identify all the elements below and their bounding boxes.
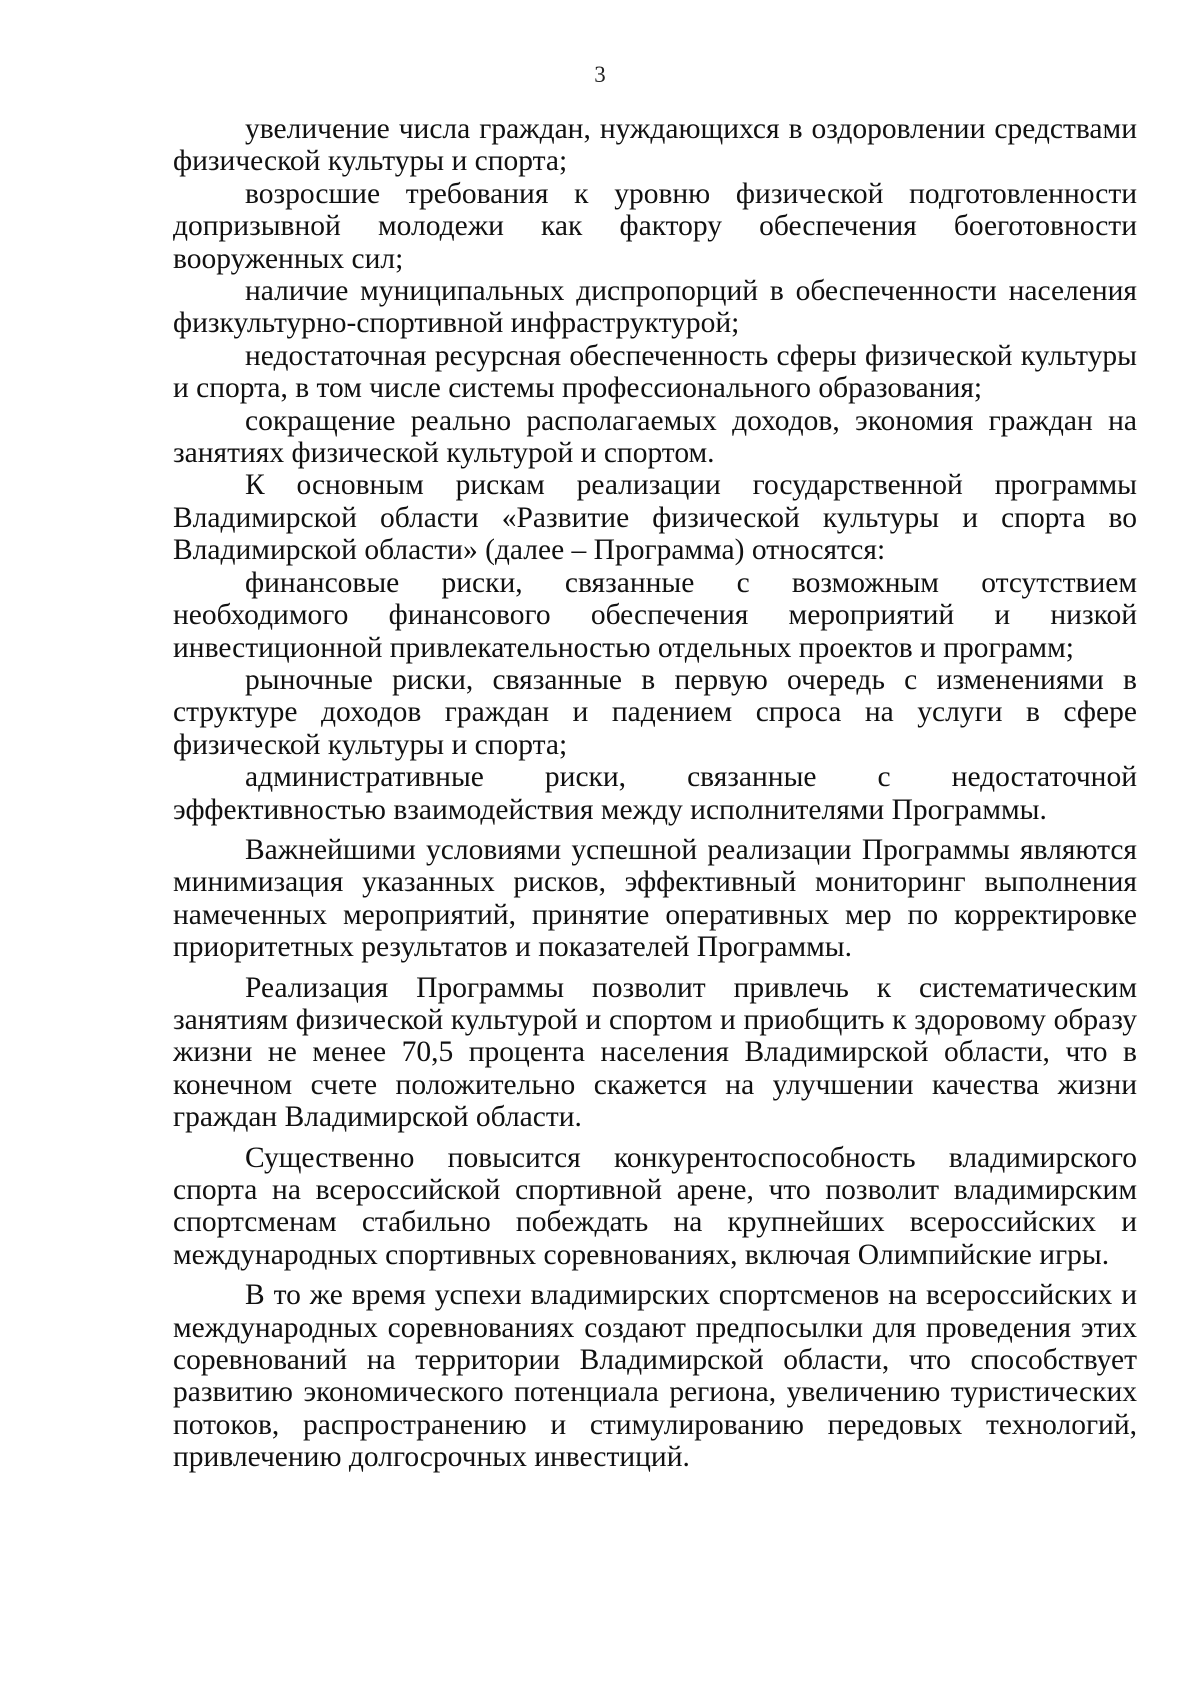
paragraph: возросшие требования к уровню физической подготовленности допризывной молодежи как фактору обеспечения боеготовности вооруженных сил; <box>173 177 1137 275</box>
paragraph: рыночные риски, связанные в первую очередь с изменениями в структуре доходов граждан и падением спроса на услуги в сфере физической культуры и спорта; <box>173 663 1137 761</box>
paragraph: наличие муниципальных диспропорций в обеспеченности населения физкультурно-спортивной инфраструктурой; <box>173 275 1137 340</box>
paragraph: Реализация Программы позволит привлечь к систематическим занятиям физической культурой и спортом и приобщить к здоровому образу жизни не менее 70,5 процента населения Владимирской области, что в конечном счете положительно скажется на улучшении качества жизни граждан Владимирской области. <box>173 971 1137 1134</box>
paragraph: увеличение числа граждан, нуждающихся в оздоровлении средствами физической культуры и спорта; <box>173 113 1137 178</box>
paragraph: В то же время успехи владимирских спортсменов на всероссийских и международных соревнованиях создают предпосылки для проведения этих соревнований на территории Владимирской области, что способствует развитию экономического потенциала региона, увеличению туристических потоков, распространению и стимулированию передовых технологий, привлечению долгосрочных инвестиций. <box>173 1279 1137 1474</box>
paragraph: К основным рискам реализации государственной программы Владимирской области «Развитие физической культуры и спорта во Владимирской области» (далее – Программа) относятся: <box>173 469 1137 567</box>
paragraph: административные риски, связанные с недостаточной эффективностью взаимодействия между исполнителями Программы. <box>173 761 1137 826</box>
document-body <box>173 113 1137 1474</box>
paragraph: Важнейшими условиями успешной реализации Программы являются минимизация указанных рисков, эффективный мониторинг выполнения намеченных мероприятий, принятие оперативных мер по корректировке приоритетных результатов и показателей Программы. <box>173 833 1137 964</box>
paragraph: недостаточная ресурсная обеспеченность сферы физической культуры и спорта, в том числе системы профессионального образования; <box>173 339 1137 405</box>
paragraph: Существенно повысится конкурентоспособность владимирского спорта на всероссийской спортивной арене, что позволит владимирским спортсменам стабильно побеждать на крупнейших всероссийских и международных спортивных соревнованиях, включая Олимпийские игры. <box>173 1141 1137 1271</box>
page-number: 3 <box>594 62 606 87</box>
paragraph: финансовые риски, связанные с возможным отсутствием необходимого финансового обеспечения мероприятий и низкой инвестиционной привлекательностью отдельных проектов и программ; <box>173 566 1137 664</box>
paragraph: сокращение реально располагаемых доходов, экономия граждан на занятиях физической культурой и спортом. <box>173 404 1137 470</box>
